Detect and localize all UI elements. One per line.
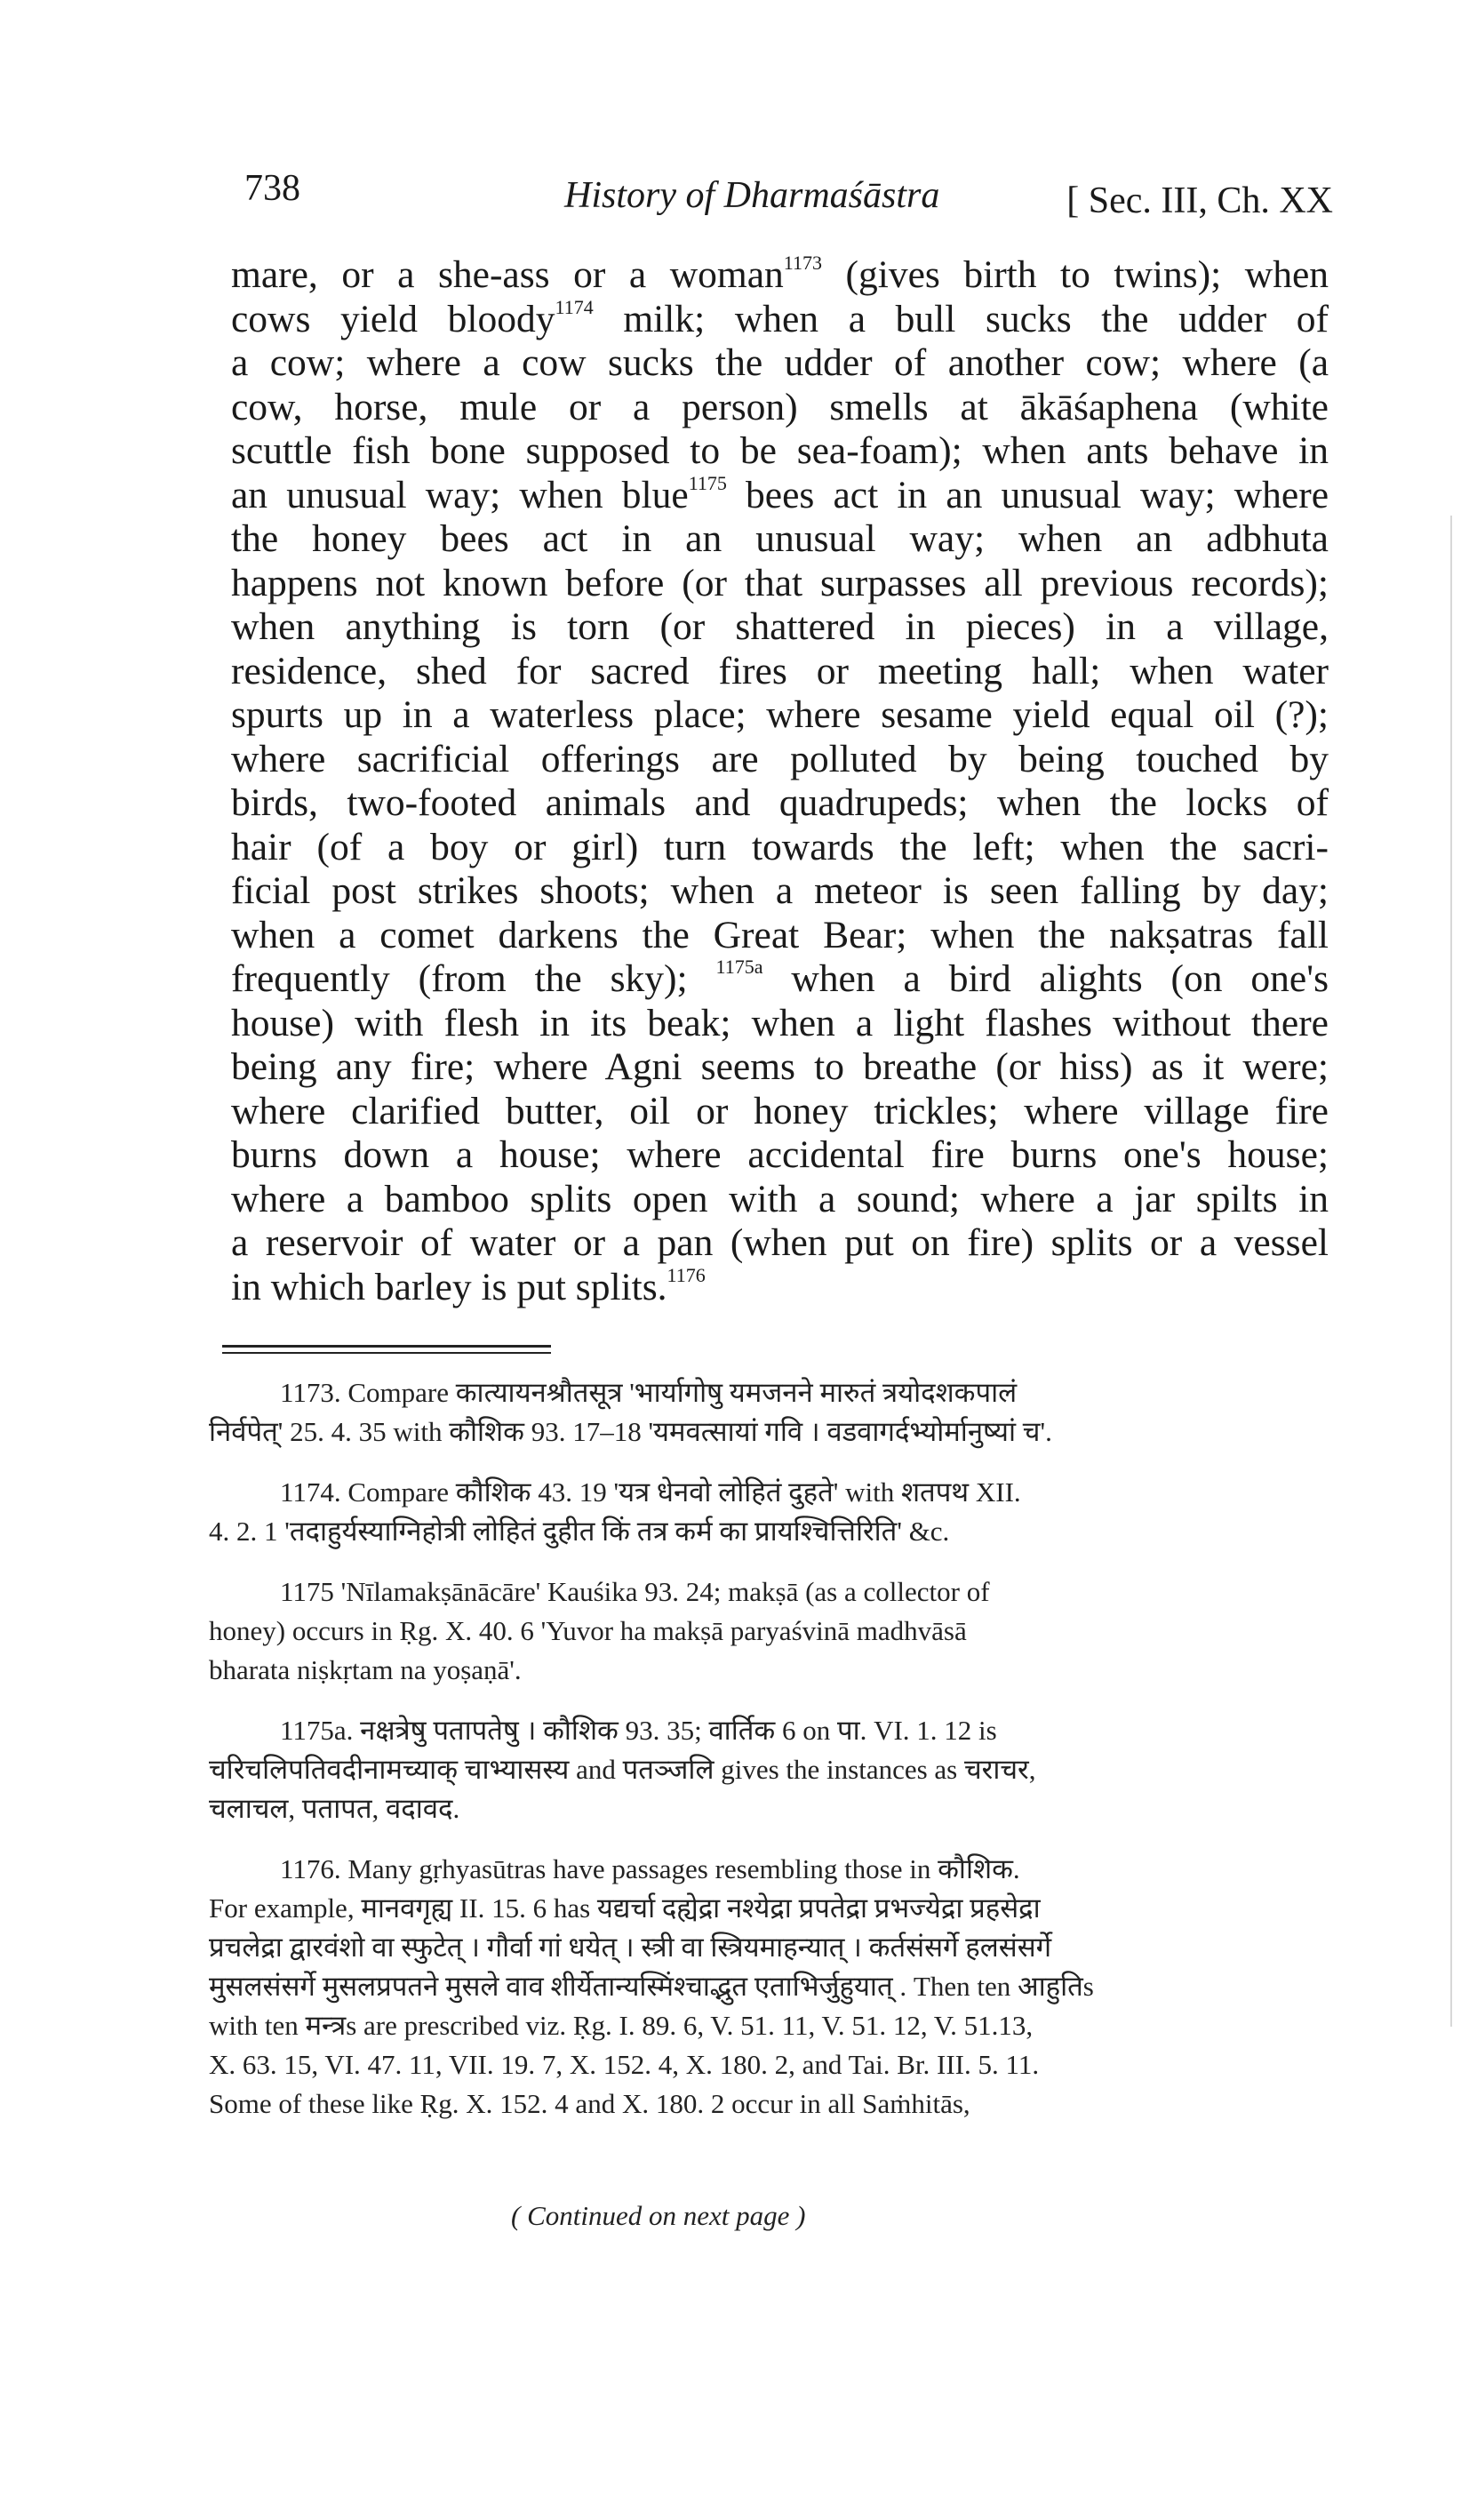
text-segment: (gives birth to twins); when <box>821 253 1329 296</box>
text-segment: hair (of a boy or girl) turn towards the left; when the sacri- <box>231 825 1329 868</box>
text-line <box>231 471 1329 518</box>
text-segment: where sacrificial offerings are polluted by being touched by <box>231 737 1329 780</box>
footnote-text: Some of these like Ṛg. X. 152. 4 and X. 180. 2 occur in all Saṁhitās, <box>209 2088 970 2119</box>
text-segment: spurts up in a waterless place; where sesame yield equal oil (?); <box>231 693 1329 736</box>
text-segment: when a comet darkens the Great Bear; when the nakṣatras fall <box>231 913 1329 956</box>
text-segment: milk; when a bull sucks the udder of <box>593 297 1329 340</box>
footnote-text: Compare कौशिक 43. 19 'यत्र धेनवो लोहितं दुहते' with शतपथ XII. <box>347 1476 1021 1508</box>
footnote-text: 'Nīlamakṣānācāre' Kauśika 93. 24; makṣā (as a collector of <box>340 1576 990 1607</box>
footnote-line <box>209 1789 1315 1828</box>
footnote-text: X. 63. 15, VI. 47. 11, VII. 19. 7, X. 152. 4, X. 180. 2, and Tai. Br. III. 5. 11. <box>209 2049 1040 2080</box>
text-line <box>231 914 1329 958</box>
footnote <box>209 1373 1315 1452</box>
footnote-ref[interactable]: 1174 <box>555 295 594 318</box>
footnote-line <box>209 1651 1315 1690</box>
footnote-text: नक्षत्रेषु पतापतेषु । कौशिक 93. 35; वार्तिक 6 on पा. VI. 1. 12 is <box>360 1715 997 1746</box>
text-line <box>231 517 1329 562</box>
text-segment: being any fire; where Agni seems to breathe (or hiss) as it were; <box>231 1045 1329 1088</box>
footnote-text: प्रचलेद्रा द्वारवंशो वा स्फुटेत् । गौर्वा गां धयेत् । स्त्री वा स्त्रियमाहन्यात् । कर्तसंसर्गे हलसंसर्गे <box>209 1932 1052 1963</box>
footnote-text: For example, मानवगृह्य II. 15. 6 has यद्यर्चा दह्येद्रा नश्येद्रा प्रपतेद्रा प्रभज्येद्रा प्रहसेद्रा <box>209 1892 1041 1924</box>
text-line <box>231 826 1329 870</box>
text-segment: frequently (from the sky); <box>231 957 716 1000</box>
text-line <box>231 341 1329 386</box>
text-line <box>231 562 1329 606</box>
running-header <box>244 167 1333 229</box>
footnote-text: honey) occurs in Ṛg. X. 40. 6 'Yuvor ha makṣā paryaśvinā madhvāsā <box>209 1615 967 1646</box>
text-line <box>231 781 1329 826</box>
footnote-text: bharata niṣkṛtam na yoṣaṇā'. <box>209 1654 522 1685</box>
text-line <box>231 1263 1329 1310</box>
footnotes <box>209 1373 1315 2145</box>
footnote-line <box>209 1750 1315 1789</box>
text-line <box>231 869 1329 914</box>
footnote-line <box>209 1850 1315 1889</box>
text-segment: residence, shed for sacred fires or meeting hall; when water <box>231 649 1329 692</box>
footnote <box>209 1473 1315 1551</box>
footnote-line <box>209 1373 1315 1412</box>
footnote-line <box>209 2084 1315 2124</box>
footnote-text: चरिचलिपतिवदीनामच्याक् चाभ्यासस्य and पतञ्जलि gives the instances as चराचर, <box>209 1754 1036 1785</box>
text-line <box>231 738 1329 782</box>
text-segment: where a bamboo splits open with a sound; where a jar spilts in <box>231 1177 1329 1220</box>
footnote-text: निर्वपेत्' 25. 4. 35 with कौशिक 93. 17–18 'यमवत्सायां गवि । वडवागर्दभ्योर्मानुष्यां च'. <box>209 1416 1052 1447</box>
footnote-ref[interactable]: 1173 <box>783 252 822 274</box>
text-segment: when anything is torn (or shattered in pieces) in a village, <box>231 605 1329 648</box>
footnote-line <box>209 1711 1315 1750</box>
footnote-text: मुसलसंसर्गे मुसलप्रपतने मुसले वाव शीर्येतान्यस्मिंश्चाद्भुत एताभिर्जुहुयात् . Then ten आहुतिs <box>209 1971 1094 2002</box>
footnote-line <box>209 1967 1315 2006</box>
text-line <box>231 295 1329 342</box>
footnote <box>209 1850 1315 2124</box>
text-segment: cows yield bloody <box>231 297 555 340</box>
footnote-line <box>209 1572 1315 1612</box>
text-segment: bees act in an unusual way; where <box>726 473 1329 516</box>
main-text <box>231 253 1329 1309</box>
text-segment: ficial post strikes shoots; when a meteor is seen falling by day; <box>231 869 1329 912</box>
text-line <box>231 693 1329 738</box>
text-line <box>231 957 1329 1002</box>
footnote-number: 1173. <box>280 1377 341 1408</box>
text-line <box>231 386 1329 430</box>
text-segment: happens not known before (or that surpasses all previous records); <box>231 561 1329 604</box>
footnote-line <box>209 1612 1315 1651</box>
footnote-line <box>209 1512 1315 1551</box>
text-line <box>231 1178 1329 1222</box>
footnote-ref[interactable]: 1175a <box>715 956 763 978</box>
text-line <box>231 605 1329 650</box>
footnote-number: 1174. <box>280 1476 341 1508</box>
text-segment: a reservoir of water or a pan (when put on fire) splits or a vessel <box>231 1221 1329 1264</box>
text-line <box>231 1133 1329 1178</box>
footnote-line <box>209 1928 1315 1967</box>
footnote-line <box>209 1412 1315 1452</box>
text-segment: burns down a house; where accidental fire burns one's house; <box>231 1133 1329 1176</box>
footnote-text: 4. 2. 1 'तदाहुर्यस्याग्निहोत्री लोहितं दुहीत किं तत्र कर्म का प्रायश्चित्तिरिति' &c. <box>209 1516 950 1547</box>
footnote-line <box>209 2006 1315 2045</box>
text-segment: in which barley is put splits. <box>231 1265 667 1308</box>
footnote-number: 1175a. <box>280 1715 354 1746</box>
text-segment: a cow; where a cow sucks the udder of another cow; where (a <box>231 341 1329 384</box>
footnote-text: Many gṛhyasūtras have passages resembling those in कौशिक. <box>347 1853 1020 1884</box>
text-segment: cow, horse, mule or a person) smells at ākāśaphena (white <box>231 385 1329 428</box>
footnote-ref[interactable]: 1176 <box>667 1263 706 1286</box>
text-line <box>231 1045 1329 1090</box>
text-segment: where clarified butter, oil or honey trickles; where village fire <box>231 1089 1329 1132</box>
footnote <box>209 1711 1315 1828</box>
text-segment: mare, or a she-ass or a woman <box>231 253 784 296</box>
footnote-text: with ten मन्त्रs are prescribed viz. Ṛg. I. 89. 6, V. 51. 11, V. 51. 12, V. 51.13, <box>209 2010 1034 2041</box>
footnote <box>209 1572 1315 1690</box>
text-line <box>231 1221 1329 1266</box>
footnote-line <box>209 2045 1315 2084</box>
section-label: [ Sec. III, Ch. XX <box>1066 180 1333 221</box>
text-segment: birds, two-footed animals and quadrupeds; when the locks of <box>231 781 1329 824</box>
footnote-number: 1175 <box>280 1576 334 1607</box>
footnote-rule <box>222 1345 551 1348</box>
text-line <box>231 253 1329 298</box>
text-segment: the honey bees act in an unusual way; when an adbhuta <box>231 517 1329 560</box>
footnote-number: 1176. <box>280 1853 341 1884</box>
text-line <box>231 1002 1329 1046</box>
footnote-rule-lower <box>222 1352 551 1354</box>
footnote-text: Compare कात्यायनश्रौतसूत्र 'भार्यागोषु यमजनने मारुतं त्रयोदशकपालं <box>347 1377 1018 1408</box>
text-line <box>231 429 1329 474</box>
page-edge-line <box>1450 516 1452 2027</box>
text-line <box>231 650 1329 694</box>
text-segment: scuttle fish bone supposed to be sea-foam); when ants behave in <box>231 429 1329 472</box>
footnote-line <box>209 1473 1315 1512</box>
continued-note: ( Continued on next page ) <box>511 2200 806 2231</box>
text-line <box>231 1090 1329 1134</box>
text-segment: house) with flesh in its beak; when a light flashes without there <box>231 1001 1329 1044</box>
footnote-line <box>209 1889 1315 1928</box>
footnote-text: चलाचल, पतापत, वदावद. <box>209 1793 460 1824</box>
footnote-ref[interactable]: 1175 <box>688 471 727 494</box>
text-segment: an unusual way; when blue <box>231 473 689 516</box>
running-title: History of Dharmaśāstra <box>564 175 940 216</box>
text-segment: when a bird alights (on one's <box>762 957 1329 1000</box>
page-number: 738 <box>244 168 300 209</box>
